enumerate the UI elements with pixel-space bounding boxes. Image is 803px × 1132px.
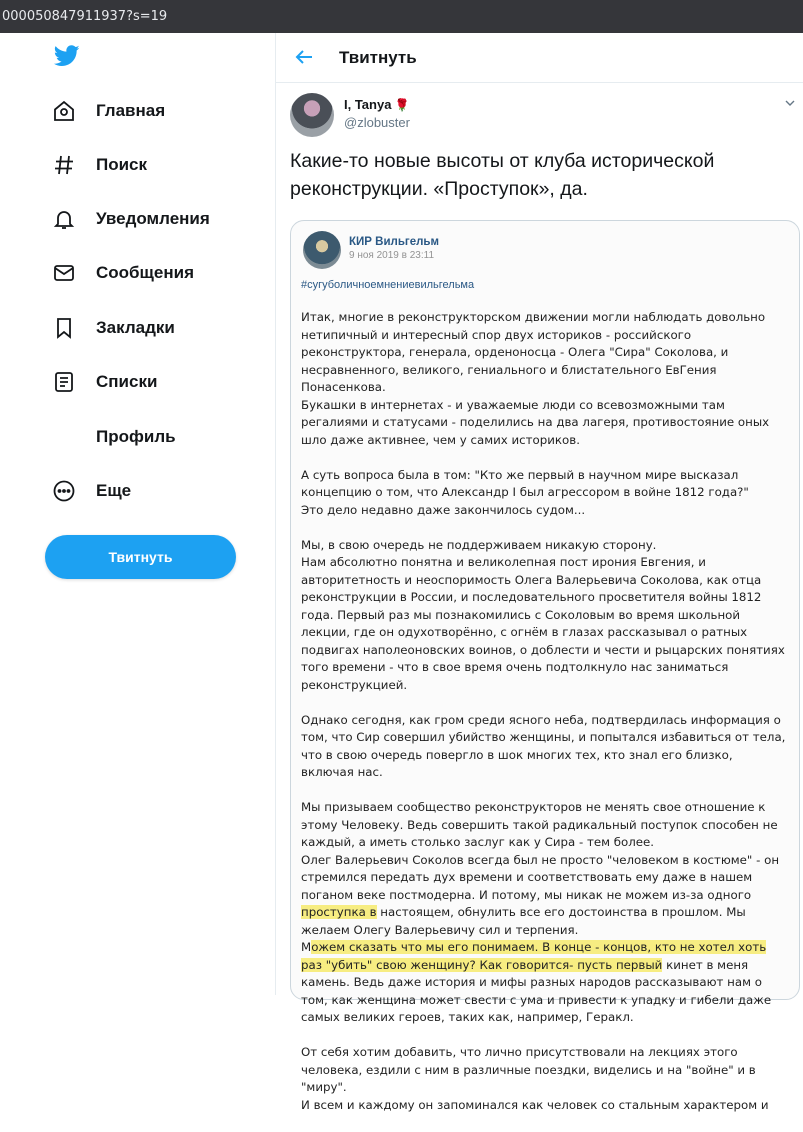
bookmark-icon xyxy=(50,314,78,342)
nav-label-lists: Списки xyxy=(96,372,158,391)
author-name[interactable] xyxy=(344,97,409,112)
profile-icon xyxy=(50,423,78,451)
nav-lists[interactable] xyxy=(50,362,157,402)
nav-notifications[interactable] xyxy=(50,199,210,239)
sidebar xyxy=(0,33,276,995)
nav-search[interactable] xyxy=(50,145,147,185)
home-icon xyxy=(50,97,78,125)
rose-icon: 🌹 xyxy=(394,98,410,112)
more-icon xyxy=(50,477,78,505)
vk-paragraph-highlighted xyxy=(301,799,789,1027)
nav-messages[interactable] xyxy=(50,253,194,293)
browser-url-bar[interactable]: 000050847911937?s=19 xyxy=(0,0,803,33)
tweet-button[interactable]: Твитнуть xyxy=(45,535,236,579)
tweet-image[interactable] xyxy=(290,220,800,1112)
author-handle[interactable]: @zlobuster xyxy=(344,115,410,130)
author-name-text: I, Tanya xyxy=(344,97,392,112)
vk-hashtag: #сугуболичноемнениевильгельма xyxy=(301,279,475,291)
mail-icon xyxy=(50,259,78,287)
nav-label-bookmarks: Закладки xyxy=(96,318,175,337)
nav-profile[interactable] xyxy=(50,417,176,457)
nav-label-messages: Сообщения xyxy=(96,263,194,282)
vk-paragraph: А суть вопроса была в том: "Кто же первый в научном мире высказал концепцию о том, что Александр I был агрессором в войне 1812 года?" Это дело недавно даже закончилось судом... xyxy=(301,467,749,517)
vk-paragraph: Мы, в свою очередь не поддерживаем никакую сторону. Нам абсолютно понятна и великолепная пост ирония Евгения, и авторитетность и неоспоримость Олега Валерьевича Соколова, как отца реконструкции в России, и последовательного просветителя войны 1812 года. Первый раз мы познакомились с Соколовым во время школьной лекции, где он одухотворённо, с огнём в глазах рассказывал о ратных подвигах наполеоновских воинов, о доблести и чести и рыцарских понятиях того времени - что в свое время очень подтолкнуло нас заниматься реконструкцией. xyxy=(301,537,785,692)
chevron-down-icon[interactable] xyxy=(784,97,796,109)
vk-line: Мы призываем сообщество реконструкторов не менять свое отношение к этому Человеку. Ведь совершить такой радикальный поступок способен не каждый, а иметь столько заслуг как у Сира - тем более. xyxy=(301,800,778,849)
bell-icon xyxy=(50,205,78,233)
nav-label-notifications: Уведомления xyxy=(96,209,210,228)
vk-avatar xyxy=(303,231,341,269)
hash-icon xyxy=(50,151,78,179)
highlighted-text: проступка в xyxy=(301,905,377,919)
back-arrow-icon[interactable] xyxy=(292,45,316,69)
highlighted-text: ожем сказать что мы его понимаем. В конце - концов, кто не хотел хоть раз "убить" свою женщину? Как говорится- пусть первый xyxy=(301,940,767,972)
page-header xyxy=(276,33,803,83)
vk-line: настоящем, обнулить все его достоинства в прошлом. Мы желаем Олегу Валерьевичу сил и терпения. М xyxy=(301,905,746,954)
nav-more[interactable] xyxy=(50,471,131,511)
vk-paragraph: Однако сегодня, как гром среди ясного неба, подтвердилась информация о том, что Сир совершил убийство женщины, и попытался избавиться от тела, что в свою очередь повергло в шок многих тех, кто знал его близко, включая нас. xyxy=(301,712,786,779)
nav-label-profile: Профиль xyxy=(96,427,176,446)
list-icon xyxy=(50,368,78,396)
nav-home[interactable] xyxy=(50,91,165,131)
vk-paragraph: От себя хотим добавить, что лично присутствовали на лекциях этого человека, ездили с ним в различные поездки, виделись и на "войне" и в "миру". И всем и каждому он запоминался как человек со стальным характером и xyxy=(301,1045,769,1112)
page-title: Твитнуть xyxy=(339,48,417,67)
nav-label-home: Главная xyxy=(96,101,166,120)
vk-paragraph: Итак, многие в реконструкторском движении могли наблюдать довольно нетипичный и интересный спор двух историков - российского реконструктора, генерала, орденоносца - Олега "Сира" Соколова, и несравненного, великого, гениального и блистательного ЕвГения Понасенкова. Букашки в интернетах - и уважаемые люди со всевозможными там регалиями и статусами - поделились на два лагеря, противостояние оных шло даже активнее, чем у самих историков. xyxy=(301,310,770,447)
nav-label-more: Еще xyxy=(96,481,132,500)
nav-label-search: Поиск xyxy=(96,155,148,174)
vk-line: кинет в меня камень. Ведь даже история и мифы разных народов рассказывают нам о том, как женщина может свести с ума и привести к упадку и гибели даже самых великих героев, таких как, например, Геракл. xyxy=(301,957,772,1024)
nav-bookmarks[interactable] xyxy=(50,308,175,348)
avatar[interactable] xyxy=(290,93,334,137)
main-column xyxy=(276,33,803,1112)
tweet-text: Какие-то новые высоты от клуба исторической реконструкции. «Проступок», да. xyxy=(290,150,715,200)
vk-post-body xyxy=(301,309,789,1132)
vk-post-date: 9 ноя 2019 в 23:11 xyxy=(349,250,435,261)
twitter-logo-icon[interactable] xyxy=(54,45,80,67)
vk-line: Олег Валерьевич Соколов всегда был не просто "человеком в костюме" - он стремился передать дух времени и соответствовать ему даже в нашем поганом веке постмодерна. И потому, мы никак не можем из-за одного xyxy=(301,852,780,902)
vk-post-author: КИР Вильгельм xyxy=(349,236,439,248)
